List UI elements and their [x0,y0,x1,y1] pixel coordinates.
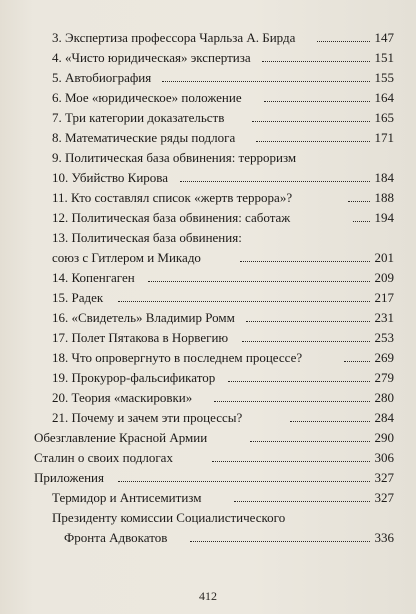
toc-entry [0,488,416,508]
toc-entry-title: 21. Почему и зачем эти процессы? [52,410,243,425]
toc-entry-title: Сталин о своих подлогах [34,450,173,465]
toc-entry-page: 184 [374,170,394,185]
page-number: 412 [199,589,217,603]
toc-leader-dots [190,541,370,542]
toc-entry-page: 171 [374,130,394,145]
toc-leader-dots [162,81,370,82]
toc-entry-page: 280 [374,390,394,405]
toc-entry-page: 164 [374,90,394,105]
toc-entry [0,208,416,228]
toc-entry-title: Приложения [34,470,104,485]
toc-leader-dots [317,41,370,42]
toc-entry-title: 9. Политическая база обвинения: терроризм [52,150,297,165]
toc-entry-page: 201 [374,250,394,265]
toc-entry [0,88,416,108]
toc-leader-dots [290,421,370,422]
toc-leader-dots [264,101,370,102]
toc-entry-title: союз с Гитлером и Микадо [52,250,201,265]
toc-entry [0,348,416,368]
toc-entry-page: 253 [374,330,394,345]
toc-leader-dots [353,221,370,222]
toc-entry-title: 19. Прокурор-фальсификатор [52,370,216,385]
toc-leader-dots [262,61,370,62]
toc-entry [0,28,416,48]
toc-entry-title: 6. Мое «юридическое» положение [52,90,242,105]
toc-entry [0,108,416,128]
toc-entry-page: 165 [374,110,394,125]
toc-leader-dots [240,261,370,262]
toc-entry-title: 8. Математические ряды подлога [52,130,236,145]
toc-entry [0,368,416,388]
toc-leader-dots [234,501,370,502]
toc-entry-title: Фронта Адвокатов [64,530,168,545]
toc-entry-title: 14. Копенгаген [52,270,135,285]
toc-leader-dots [250,441,370,442]
toc-entry [0,308,416,328]
toc-entry [0,48,416,68]
toc-leader-dots [242,341,370,342]
toc-entry [0,328,416,348]
toc-leader-dots [246,321,370,322]
toc-entry-title: 5. Автобиография [52,70,152,85]
toc-entry-page: 327 [374,490,394,505]
toc-entry [0,128,416,148]
toc-leader-dots [118,301,370,302]
toc-entry [0,388,416,408]
toc-entry [0,268,416,288]
toc-entry-page: 336 [374,530,394,545]
toc-entry-page: 155 [374,70,394,85]
toc-entry-title: Обезглавление Красной Армии [34,430,208,445]
toc-entry-page: 306 [374,450,394,465]
toc-entry-title: 20. Теория «маскировки» [52,390,193,405]
toc-entry [0,168,416,188]
toc-entry-page: 151 [374,50,394,65]
toc-entry [0,68,416,88]
toc-leader-dots [118,481,370,482]
toc-entry [0,408,416,428]
toc-entry-title: 12. Политическая база обвинения: саботаж [52,210,291,225]
toc-entry-page: 217 [374,290,394,305]
toc-entry-title: Термидор и Антисемитизм [52,490,202,505]
toc-leader-dots [228,381,370,382]
toc-entry [0,148,416,168]
toc-leader-dots [180,181,370,182]
toc-entry-page: 269 [374,350,394,365]
toc-leader-dots [344,361,370,362]
toc-entry-title: 16. «Свидетель» Владимир Ромм [52,310,235,325]
toc-entry [0,428,416,448]
toc-entry-page: 194 [374,210,394,225]
toc-leader-dots [214,401,370,402]
toc-entry-page: 327 [374,470,394,485]
toc-entry [0,228,416,248]
toc-entry [0,448,416,468]
toc-leader-dots [148,281,370,282]
toc-entry-page: 290 [374,430,394,445]
toc-entry-title: 3. Экспертиза профессора Чарльза А. Бирда [52,30,296,45]
toc-entry [0,528,416,548]
toc-entry-title: 4. «Чисто юридическая» экспертиза [52,50,251,65]
toc-entry [0,468,416,488]
toc-entry-title: 15. Радек [52,290,104,305]
toc-entry-page: 147 [374,30,394,45]
toc-entry-title: 11. Кто составлял список «жертв террора»? [52,190,293,205]
toc-entry [0,508,416,528]
toc-leader-dots [256,141,370,142]
toc-entry-page: 188 [374,190,394,205]
toc-entry-title: 18. Что опровергнуто в последнем процессе? [52,350,303,365]
toc-entry [0,288,416,308]
toc-entry-page: 279 [374,370,394,385]
toc-entry-title: Президенту комиссии Социалистического [52,510,286,525]
toc-entry-page: 284 [374,410,394,425]
toc-leader-dots [252,121,370,122]
toc-entry [0,248,416,268]
toc-leader-dots [348,201,370,202]
toc-entry-title: 17. Полет Пятакова в Норвегию [52,330,229,345]
toc-entry-title: 13. Политическая база обвинения: [52,230,242,245]
toc-entry-page: 209 [374,270,394,285]
toc-leader-dots [212,461,370,462]
toc-entry [0,188,416,208]
toc-entry-page: 231 [374,310,394,325]
toc-entry-title: 7. Три категории доказательств [52,110,225,125]
toc-entry-title: 10. Убийство Кирова [52,170,169,185]
